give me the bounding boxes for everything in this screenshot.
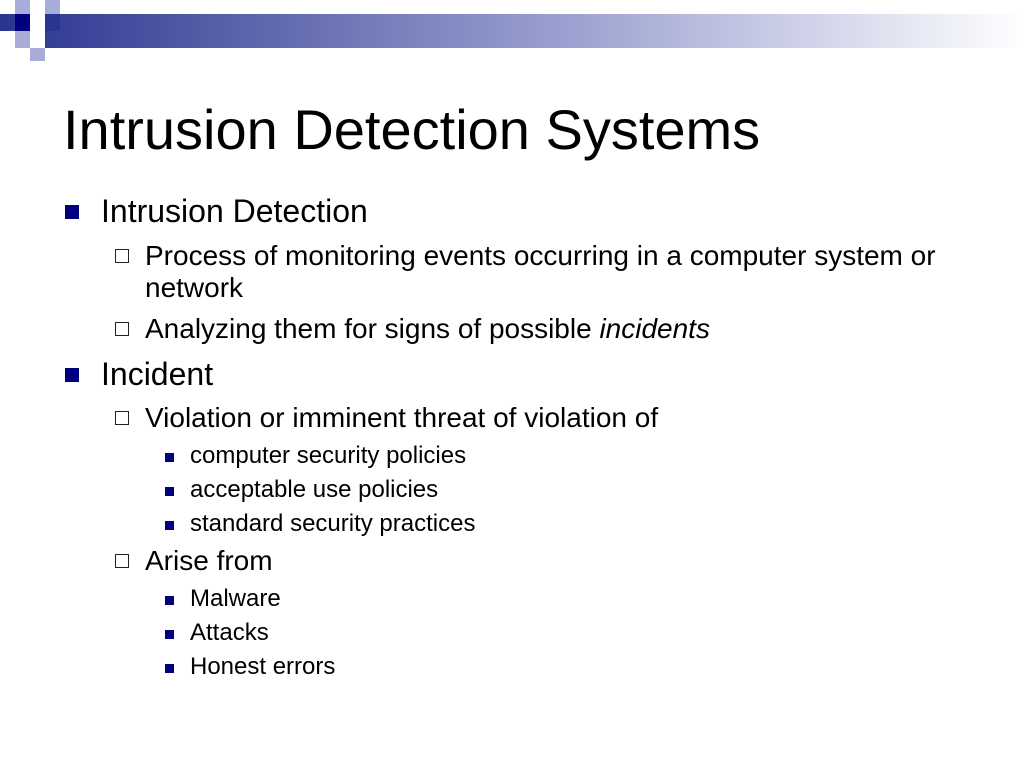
bullet-text: Malware	[190, 585, 281, 612]
header-square-white-4	[0, 31, 15, 48]
sub-sub-bullet-honest-errors	[190, 652, 335, 682]
square-bullet-icon	[65, 205, 79, 219]
bullet-text: acceptable use policies	[190, 476, 439, 503]
bullet-text: Attacks	[190, 619, 269, 646]
bullet-incident	[101, 355, 213, 393]
hollow-square-bullet-icon	[115, 411, 129, 425]
small-square-bullet-icon	[165, 664, 174, 673]
bullet-text: Process of monitoring events occurring in a computer system or network	[145, 240, 936, 303]
sub-sub-bullet-attacks	[190, 618, 269, 648]
sub-bullet-analyzing	[145, 313, 965, 345]
hollow-square-bullet-icon	[115, 322, 129, 336]
small-square-bullet-icon	[165, 521, 174, 530]
small-square-bullet-icon	[165, 630, 174, 639]
header-square-light-2	[45, 0, 60, 14]
sub-sub-bullet-acceptable-use-policies	[190, 475, 438, 505]
header-square-white-2	[30, 0, 45, 14]
header-square-light-3	[15, 31, 30, 48]
emphasis-text: incidents	[599, 313, 710, 344]
header-square-white-3	[30, 14, 45, 31]
sub-sub-bullet-computer-security-policies	[190, 441, 466, 471]
bullet-text: computer security policies	[190, 442, 467, 469]
header-gradient-bar	[0, 14, 1024, 48]
header-square-navy-1	[15, 14, 30, 31]
sub-bullet-violation	[145, 402, 965, 434]
small-square-bullet-icon	[165, 596, 174, 605]
bullet-text: Honest errors	[190, 653, 336, 680]
bullet-text: standard security practices	[190, 510, 476, 537]
hollow-square-bullet-icon	[115, 249, 129, 263]
header-square-light-1	[15, 0, 30, 14]
small-square-bullet-icon	[165, 487, 174, 496]
bullet-text: Intrusion Detection	[101, 193, 368, 229]
header-square-light-4	[30, 48, 45, 61]
small-square-bullet-icon	[165, 453, 174, 462]
square-bullet-icon	[65, 368, 79, 382]
sub-sub-bullet-standard-security-practices	[190, 509, 475, 539]
header-square-white-5	[30, 31, 45, 48]
sub-bullet-process-monitoring	[145, 240, 965, 304]
sub-bullet-arise-from	[145, 545, 965, 577]
header-decoration	[0, 0, 1024, 62]
bullet-text: Arise from	[145, 545, 273, 576]
sub-sub-bullet-malware	[190, 584, 281, 614]
bullet-text: Violation or imminent threat of violation of	[145, 402, 659, 433]
hollow-square-bullet-icon	[115, 554, 129, 568]
slide-title: Intrusion Detection Systems	[63, 98, 761, 161]
header-square-navy-2	[45, 14, 60, 31]
bullet-text: Analyzing them for signs of possible	[145, 313, 600, 344]
header-square-white-1	[0, 0, 15, 14]
bullet-text: Incident	[101, 356, 214, 392]
bullet-intrusion-detection	[101, 192, 368, 230]
